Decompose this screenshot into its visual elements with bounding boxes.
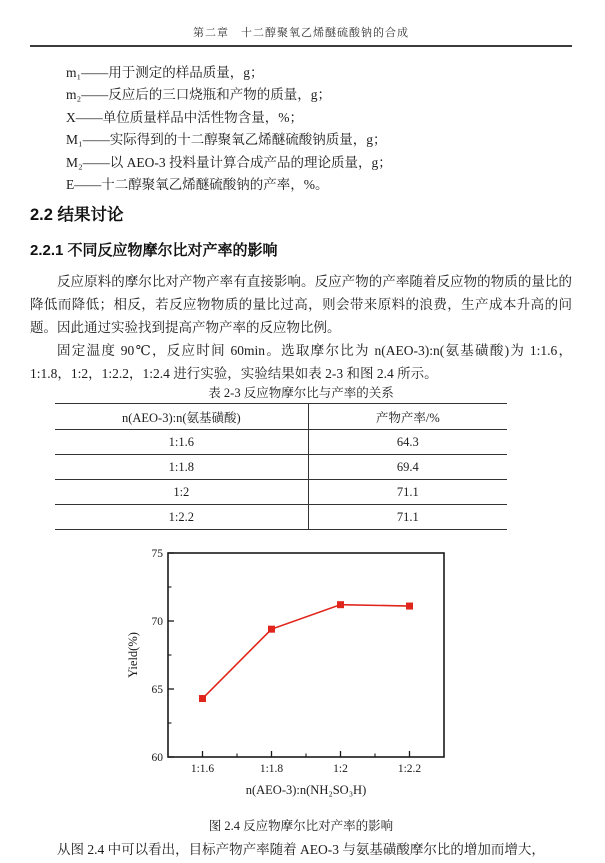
x-tick-label: 1:2 bbox=[333, 763, 348, 775]
yield-cell: 71.1 bbox=[308, 505, 507, 530]
table-caption: 表 2-3 反应物摩尔比与产率的关系 bbox=[208, 386, 394, 400]
chart-marker bbox=[199, 695, 206, 702]
yield-column-header: 产物产率/% bbox=[308, 404, 507, 430]
definition-item-m1: m₁——用于测定的样品质量，g； bbox=[66, 65, 264, 80]
paragraph-conclusion: 从图 2.4 中可以看出，目标产物产率随着 AEO-3 与氨基磺酸摩尔比的增加而增大， bbox=[57, 842, 545, 857]
y-axis-title: Yield(%) bbox=[126, 632, 140, 678]
section-heading-molar-ratio: 2.2.1 不同反应物摩尔比对产率的影响 bbox=[30, 242, 278, 259]
definition-item-x: X——单位质量样品中活性物含量，%； bbox=[66, 109, 303, 125]
x-tick-label: 1:1.8 bbox=[259, 763, 284, 775]
yield-cell: 69.4 bbox=[308, 455, 507, 480]
y-tick-label: 70 bbox=[151, 616, 163, 628]
y-tick-label: 60 bbox=[151, 752, 163, 764]
y-tick-label: 75 bbox=[151, 548, 163, 560]
x-axis-title: n(AEO-3):n(NH₂SO₃H) bbox=[245, 783, 367, 797]
chart-marker bbox=[337, 601, 344, 608]
chart-line bbox=[203, 605, 410, 699]
definition-item-M2: M₂——以 AEO-3 投料量计算合成产品的理论质量，g； bbox=[66, 154, 392, 170]
ratio-column-header: n(AEO-3):n(氨基磺酸) bbox=[55, 404, 308, 430]
results-table bbox=[55, 403, 507, 530]
chart-marker bbox=[268, 626, 275, 633]
yield-chart-svg bbox=[125, 548, 475, 818]
chapter-header: 第二章 十二醇聚氧乙烯醚硫酸钠的合成 bbox=[193, 27, 409, 39]
x-tick-label: 1:1.6 bbox=[190, 763, 215, 775]
table-row bbox=[55, 480, 507, 505]
yield-line-chart bbox=[125, 548, 475, 818]
definition-item-M1: M₁——实际得到的十二醇聚氧乙烯醚硫酸钠质量，g； bbox=[66, 132, 387, 148]
yield-cell: 71.1 bbox=[308, 480, 507, 505]
plot-box bbox=[168, 553, 444, 757]
definition-item-m2: m₂——反应后的三口烧瓶和产物的质量，g； bbox=[66, 87, 331, 103]
header-rule bbox=[30, 45, 572, 47]
x-tick-label: 1:2.2 bbox=[397, 763, 422, 775]
ratio-cell: 1:1.6 bbox=[55, 430, 308, 455]
ratio-cell: 1:2.2 bbox=[55, 505, 308, 530]
definition-item-E: E——十二醇聚氧乙烯醚硫酸钠的产率，%。 bbox=[66, 177, 329, 193]
table-row bbox=[55, 505, 507, 530]
symbol-definitions bbox=[66, 62, 572, 196]
section-heading-results: 2.2 结果讨论 bbox=[30, 206, 124, 224]
yield-cell: 64.3 bbox=[308, 430, 507, 455]
chart-marker bbox=[406, 603, 413, 610]
paragraph-molar-intro: 反应原料的摩尔比对产物产率有直接影响。反应产物的产率随着反应物的物质的量比的降低而降低；相反，若反应物物质的量比过高，则会带来原料的浪费，生产成本升高的问题。因此通过实验找到提高产物产率的反应物比例。 bbox=[30, 274, 572, 335]
figure-caption: 图 2.4 反应物摩尔比对产率的影响 bbox=[208, 819, 394, 833]
paragraph-experiment-setup: 固定温度 90℃，反应时间 60min。选取摩尔比为 n(AEO-3):n(氨基磺酸)为 1:1.6，1:1.8，1:2，1:2.2，1:2.4 进行实验，实验结果如表 2-3 和图 2.4 所示。 bbox=[30, 343, 572, 381]
table-header-row bbox=[55, 404, 507, 430]
ratio-cell: 1:1.8 bbox=[55, 455, 308, 480]
y-tick-label: 65 bbox=[151, 684, 163, 696]
table-row bbox=[55, 430, 507, 455]
table-row bbox=[55, 455, 507, 480]
ratio-cell: 1:2 bbox=[55, 480, 308, 505]
